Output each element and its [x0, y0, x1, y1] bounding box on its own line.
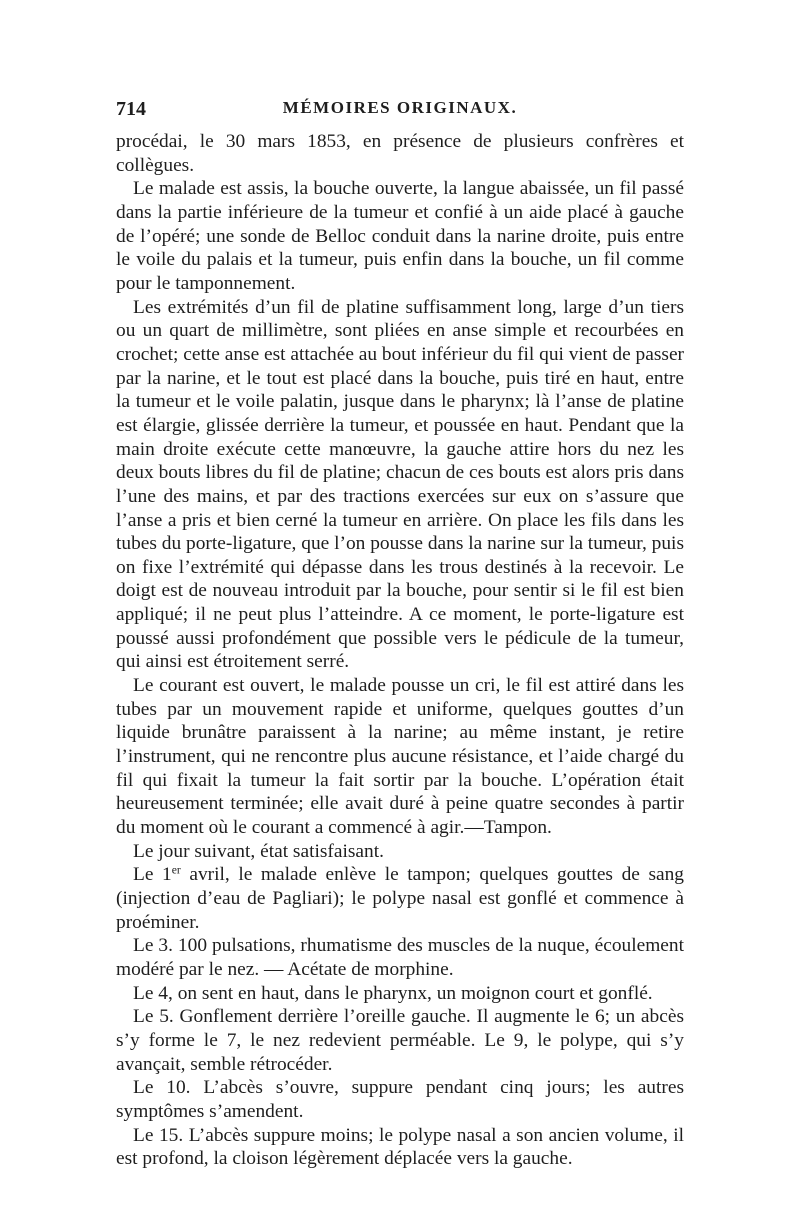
- paragraph-prefix: Le 1: [133, 864, 172, 886]
- paragraph: [116, 130, 684, 177]
- paragraph-text: Le 15. L’abcès suppure moins; le polype nasal a son ancien volume, il est profond, la cloison légèrement déplacée vers la gauche.: [116, 1124, 684, 1170]
- paragraph-text: Le malade est assis, la bouche ouverte, la langue abaissée, un fil passé dans la partie inférieure de la tumeur et confié à un aide placé à gauche de l’opéré; une sonde de Belloc conduit dans la narine droite, puis entre le voile du palais et la tumeur, puis enfin dans la bouche, un fil comme pour le tamponnement.: [116, 178, 684, 294]
- paragraph-text: procédai, le 30 mars 1853, en présence de plusieurs confrères et collègues.: [116, 131, 684, 176]
- paragraph-text: Le courant est ouvert, le malade pousse un cri, le fil est attiré dans les tubes par un mouvement rapide et uniforme, quelques gouttes d’un liquide brunâtre paraissent à la narine; au même instant, je retire l’instrument, qui ne rencontre plus aucune résistance, et l’aide chargé du fil qui fixait la tumeur la fait sortir par la bouche. L’opération était heureusement terminée; elle avait duré à peine quatre secondes à partir du moment où le courant a commencé à agir.—Tampon.: [116, 675, 684, 839]
- paragraph-text: avril, le malade enlève le tampon; quelques gouttes de sang (injection d’eau de Pagliari); le polype nasal est gonflé et commence à proéminer.: [116, 864, 685, 933]
- paragraph-text: Le 10. L’abcès s’ouvre, suppure pendant cinq jours; les autres symptômes s’amendent.: [116, 1077, 684, 1122]
- paragraph: [116, 1005, 684, 1076]
- paragraph: [116, 840, 684, 864]
- paragraph: [116, 1124, 684, 1171]
- paragraph-text: Le 3. 100 pulsations, rhumatisme des muscles de la nuque, écoulement modéré par le nez. — Acétate de morphine.: [116, 935, 684, 980]
- ordinal-superscript: er: [171, 863, 181, 877]
- paragraph-text: Le 5. Gonflement derrière l’oreille gauche. Il augmente le 6; un abcès s’y forme le 7, le nez redevient perméable. Le 9, le polype, qui s’y avançait, semble rétrocéder.: [116, 1006, 684, 1075]
- paragraph: [116, 177, 684, 295]
- page-number: 714: [116, 98, 146, 120]
- paragraph: [116, 296, 684, 675]
- paragraph-text: Les extrémités d’un fil de platine suffisamment long, large d’un tiers ou un quart de millimètre, sont pliées en anse simple et recourbées en crochet; cette anse est attachée au bout inférieur du fil qui vient de passer par la narine, et le tout est placé dans la bouche, puis tiré en haut, entre la tumeur et le voile palatin, jusque dans le pharynx; là l’anse de platine est élargie, glissée derrière la tumeur, et poussée en haut. Pendant que la main droite exécute cette manœuvre, la gauche attire hors du nez les deux bouts libres du fil de platine; chacun de ces bouts est alors pris dans l’une des mains, et par des tractions exercées sur eux on s’assure que l’anse a pris et bien cerné la tumeur en arrière. On place les fils dans les tubes du porte-ligature, que l’on pousse dans la narine sur la tumeur, puis on fixe l’extrémité qui dépasse dans les trous destinés à la recevoir. Le doigt est de nouveau introduit par la bouche, pour sentir si le fil est bien appliqué; il ne peut plus l’atteindre. A ce moment, le porte-ligature est poussé aussi profondément que possible vers le pédicule de la tumeur, qui ainsi est étroitement serré.: [116, 296, 685, 673]
- paragraph-text: Le 4, on sent en haut, dans le pharynx, un moignon court et gonflé.: [133, 982, 653, 1004]
- running-title: MÉMOIRES ORIGINAUX.: [282, 98, 518, 117]
- body-text: [116, 130, 684, 1171]
- paragraph: [116, 1076, 684, 1123]
- paragraph: [116, 863, 684, 934]
- page-header: [116, 98, 684, 124]
- paragraph: [116, 982, 684, 1006]
- paragraph: [116, 934, 684, 981]
- paragraph-text: Le jour suivant, état satisfaisant.: [133, 840, 384, 862]
- paragraph: [116, 674, 684, 840]
